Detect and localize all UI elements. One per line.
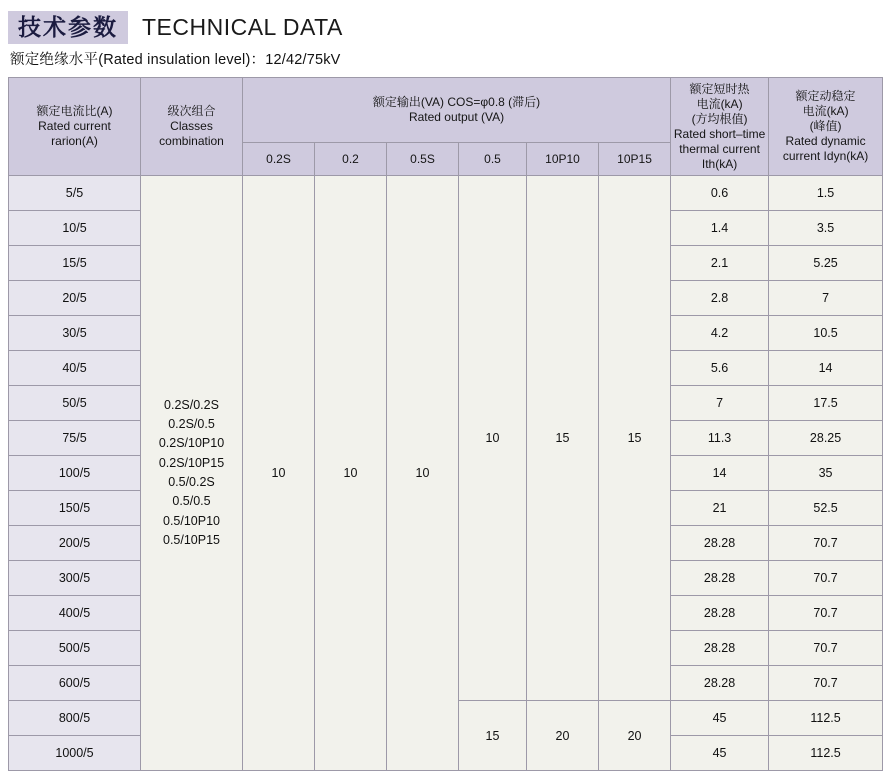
- cell-dynamic-current: 17.5: [769, 386, 883, 421]
- cell-dynamic-current: 3.5: [769, 211, 883, 246]
- cell-current-ratio: 15/5: [9, 246, 141, 281]
- cell-output-10P15-bottom: 20: [599, 701, 671, 771]
- cell-output-0.5-top: 10: [459, 176, 527, 701]
- table-header: [9, 78, 883, 176]
- cell-thermal-current: 1.4: [671, 211, 769, 246]
- header-class-10P10: 10P10: [527, 143, 599, 176]
- technical-data-table: [8, 77, 883, 771]
- cell-thermal-current: 7: [671, 386, 769, 421]
- cell-current-ratio: 10/5: [9, 211, 141, 246]
- cell-dynamic-current: 14: [769, 351, 883, 386]
- header-dynamic-line1: 额定动稳定: [795, 89, 856, 103]
- class-item: 0.2S/10P15: [158, 455, 225, 470]
- cell-current-ratio: 50/5: [9, 386, 141, 421]
- class-item: 0.5/10P15: [163, 533, 220, 548]
- cell-thermal-current: 28.28: [671, 666, 769, 701]
- class-item: 0.2S/0.5: [168, 416, 215, 431]
- cell-current-ratio: 40/5: [9, 351, 141, 386]
- cell-output-0.5S: 10: [387, 176, 459, 771]
- header-class-0.5S: 0.5S: [387, 143, 459, 176]
- cell-thermal-current: 28.28: [671, 526, 769, 561]
- cell-thermal-current: 28.28: [671, 596, 769, 631]
- cell-dynamic-current: 112.5: [769, 736, 883, 771]
- cell-classes-combination: [141, 176, 243, 771]
- header-classes-line3: combination: [159, 134, 224, 148]
- cell-current-ratio: 600/5: [9, 666, 141, 701]
- header-current-ratio-line1: 额定电流比(A): [36, 104, 113, 118]
- header-classes-combination: [141, 78, 243, 176]
- header-current-ratio-line3: rarion(A): [51, 134, 98, 148]
- cell-thermal-current: 28.28: [671, 631, 769, 666]
- header-class-10P15: 10P15: [599, 143, 671, 176]
- header-dynamic-line2: 电流(kA): [802, 104, 849, 118]
- header-rated-output-en: Rated output (VA): [408, 110, 505, 124]
- header-thermal-current: [671, 78, 769, 176]
- cell-current-ratio: 20/5: [9, 281, 141, 316]
- header-thermal-line6: Ith(kA): [701, 156, 738, 171]
- cell-current-ratio: 300/5: [9, 561, 141, 596]
- cell-thermal-current: 28.28: [671, 561, 769, 596]
- header-thermal-line4: Rated short–time: [673, 126, 766, 141]
- cell-dynamic-current: 1.5: [769, 176, 883, 211]
- cell-current-ratio: 1000/5: [9, 736, 141, 771]
- cell-dynamic-current: 5.25: [769, 246, 883, 281]
- header-dynamic-line5: current Idyn(kA): [782, 149, 869, 163]
- table-body: [9, 176, 883, 771]
- header-class-0.2S: 0.2S: [243, 143, 315, 176]
- cell-thermal-current: 14: [671, 456, 769, 491]
- cell-dynamic-current: 10.5: [769, 316, 883, 351]
- cell-dynamic-current: 70.7: [769, 561, 883, 596]
- cell-current-ratio: 5/5: [9, 176, 141, 211]
- class-item: 0.2S/10P10: [158, 436, 225, 451]
- cell-output-0.2S: 10: [243, 176, 315, 771]
- title-chinese: 技术参数: [8, 11, 128, 44]
- title-english: TECHNICAL DATA: [142, 13, 343, 40]
- header-dynamic-current: [769, 78, 883, 176]
- cell-current-ratio: 500/5: [9, 631, 141, 666]
- header-current-ratio: [9, 78, 141, 176]
- cell-thermal-current: 45: [671, 736, 769, 771]
- cell-dynamic-current: 70.7: [769, 631, 883, 666]
- cell-dynamic-current: 70.7: [769, 596, 883, 631]
- cell-output-10P10-bottom: 20: [527, 701, 599, 771]
- cell-dynamic-current: 35: [769, 456, 883, 491]
- cell-thermal-current: 4.2: [671, 316, 769, 351]
- cell-dynamic-current: 28.25: [769, 421, 883, 456]
- header-class-0.5: 0.5: [459, 143, 527, 176]
- cell-current-ratio: 100/5: [9, 456, 141, 491]
- cell-dynamic-current: 70.7: [769, 666, 883, 701]
- cell-thermal-current: 2.1: [671, 246, 769, 281]
- header-classes-line1: 级次组合: [167, 104, 216, 118]
- header-thermal-line5: thermal current: [679, 141, 760, 156]
- class-item: 0.2S/0.2S: [164, 397, 219, 412]
- cell-output-10P10-top: 15: [527, 176, 599, 701]
- header-classes-line2: Classes: [170, 119, 213, 133]
- cell-current-ratio: 400/5: [9, 596, 141, 631]
- header-thermal-line3: (方均根值): [691, 111, 748, 126]
- header-thermal-line2: 电流(kA): [696, 96, 743, 111]
- header-current-ratio-line2: Rated current: [38, 119, 111, 133]
- cell-thermal-current: 45: [671, 701, 769, 736]
- cell-output-10P15-top: 15: [599, 176, 671, 701]
- cell-thermal-current: 11.3: [671, 421, 769, 456]
- cell-output-0.5-bottom: 15: [459, 701, 527, 771]
- class-item: 0.5/0.2S: [168, 475, 215, 489]
- cell-dynamic-current: 70.7: [769, 526, 883, 561]
- header-dynamic-line3: (峰值): [809, 119, 842, 133]
- page-title: [8, 10, 882, 44]
- cell-current-ratio: 150/5: [9, 491, 141, 526]
- class-item: 0.5/0.5: [172, 494, 211, 509]
- cell-thermal-current: 5.6: [671, 351, 769, 386]
- header-rated-output-cn: 额定输出(VA) COS=φ0.8 (滞后): [372, 95, 541, 109]
- cell-dynamic-current: 52.5: [769, 491, 883, 526]
- cell-output-0.2: 10: [315, 176, 387, 771]
- insulation-level-subtitle: 额定绝缘水平(Rated insulation level)：12/42/75kV: [10, 52, 341, 68]
- cell-dynamic-current: 7: [769, 281, 883, 316]
- cell-current-ratio: 200/5: [9, 526, 141, 561]
- class-item: 0.5/10P10: [163, 513, 220, 528]
- cell-thermal-current: 21: [671, 491, 769, 526]
- header-class-0.2: 0.2: [315, 143, 387, 176]
- header-thermal-line1: 额定短时热: [689, 81, 750, 96]
- cell-current-ratio: 75/5: [9, 421, 141, 456]
- table-row: [9, 176, 883, 211]
- cell-dynamic-current: 112.5: [769, 701, 883, 736]
- cell-thermal-current: 0.6: [671, 176, 769, 211]
- cell-current-ratio: 30/5: [9, 316, 141, 351]
- header-rated-output-group: [243, 78, 671, 143]
- header-dynamic-line4: Rated dynamic: [785, 134, 866, 148]
- cell-current-ratio: 800/5: [9, 701, 141, 736]
- cell-thermal-current: 2.8: [671, 281, 769, 316]
